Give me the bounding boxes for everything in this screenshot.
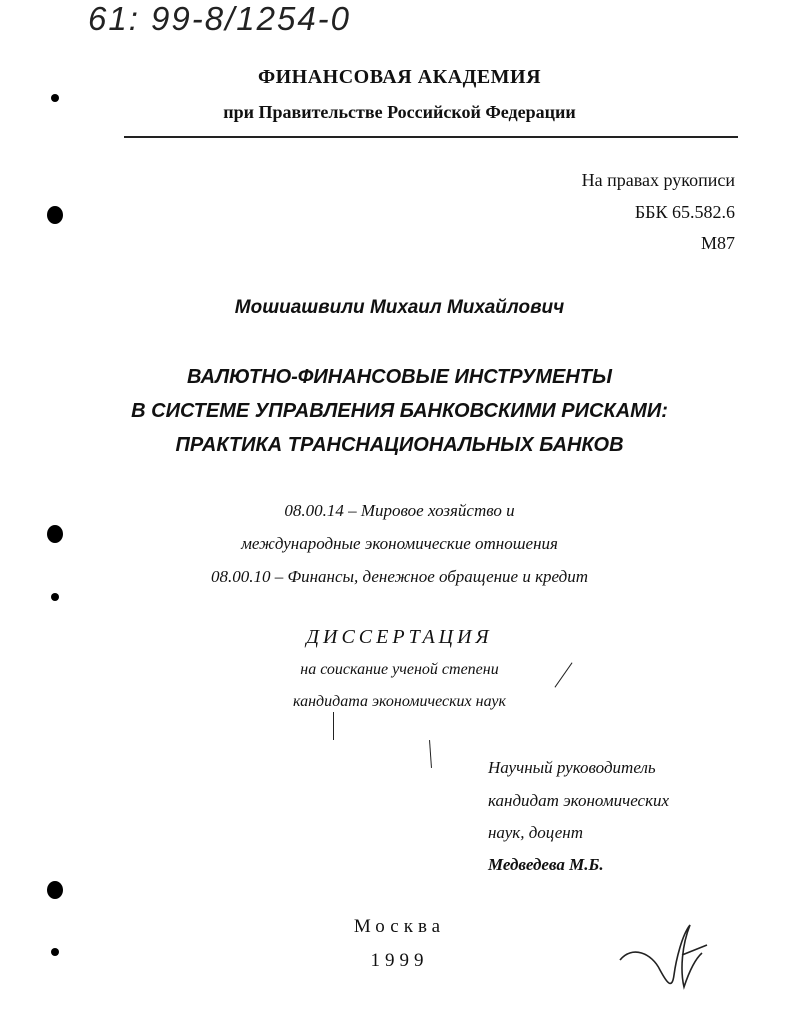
binding-hole-mark (47, 881, 63, 899)
document-type: ДИССЕРТАЦИЯ (306, 626, 493, 648)
binding-hole-mark (51, 948, 59, 956)
city: Москва (353, 916, 446, 937)
binding-hole-mark (47, 206, 63, 224)
title-line-2: В СИСТЕМЕ УПРАВЛЕНИЯ БАНКОВСКИМИ РИСКАМИ: (131, 400, 668, 422)
year: 1999 (370, 950, 429, 971)
organization-subtitle: при Правительстве Российской Федерации (223, 102, 576, 122)
specialty-line-2: международные экономические отношения (241, 534, 558, 553)
supervisor-line-2: кандидат экономических (488, 791, 670, 810)
bbk-code: ББК 65.582.6 (634, 202, 735, 222)
pen-stroke (333, 712, 334, 740)
supervisor-line-3: наук, доцент (488, 823, 583, 842)
pen-stroke (429, 740, 432, 768)
author-name: Мошиашвили Михаил Михайлович (234, 297, 565, 318)
degree-line-1: на соискание ученой степени (300, 661, 499, 678)
binding-hole-mark (51, 593, 59, 601)
specialty-line-1: 08.00.14 – Мировое хозяйство и (284, 501, 515, 520)
organization-name: ФИНАНСОВАЯ АКАДЕМИЯ (257, 66, 542, 88)
specialty-line-3: 08.00.10 – Финансы, денежное обращение и кредит (210, 567, 589, 586)
title-line-3: ПРАКТИКА ТРАНСНАЦИОНАЛЬНЫХ БАНКОВ (175, 434, 624, 456)
rights-note: На правах рукописи (581, 170, 735, 190)
index-code: М87 (700, 233, 735, 253)
supervisor-name: Медведева М.Б. (488, 855, 604, 874)
degree-line-2: кандидата экономических наук (293, 693, 506, 710)
binding-hole-mark (47, 525, 63, 543)
signature (612, 915, 722, 1000)
title-line-1: ВАЛЮТНО-ФИНАНСОВЫЕ ИНСТРУМЕНТЫ (187, 366, 612, 388)
binding-hole-mark (51, 94, 59, 102)
handwritten-archive-number: 61: 99-8/1254-0 (88, 0, 352, 37)
header-rule (124, 136, 738, 138)
supervisor-line-1: Научный руководитель (488, 758, 656, 777)
